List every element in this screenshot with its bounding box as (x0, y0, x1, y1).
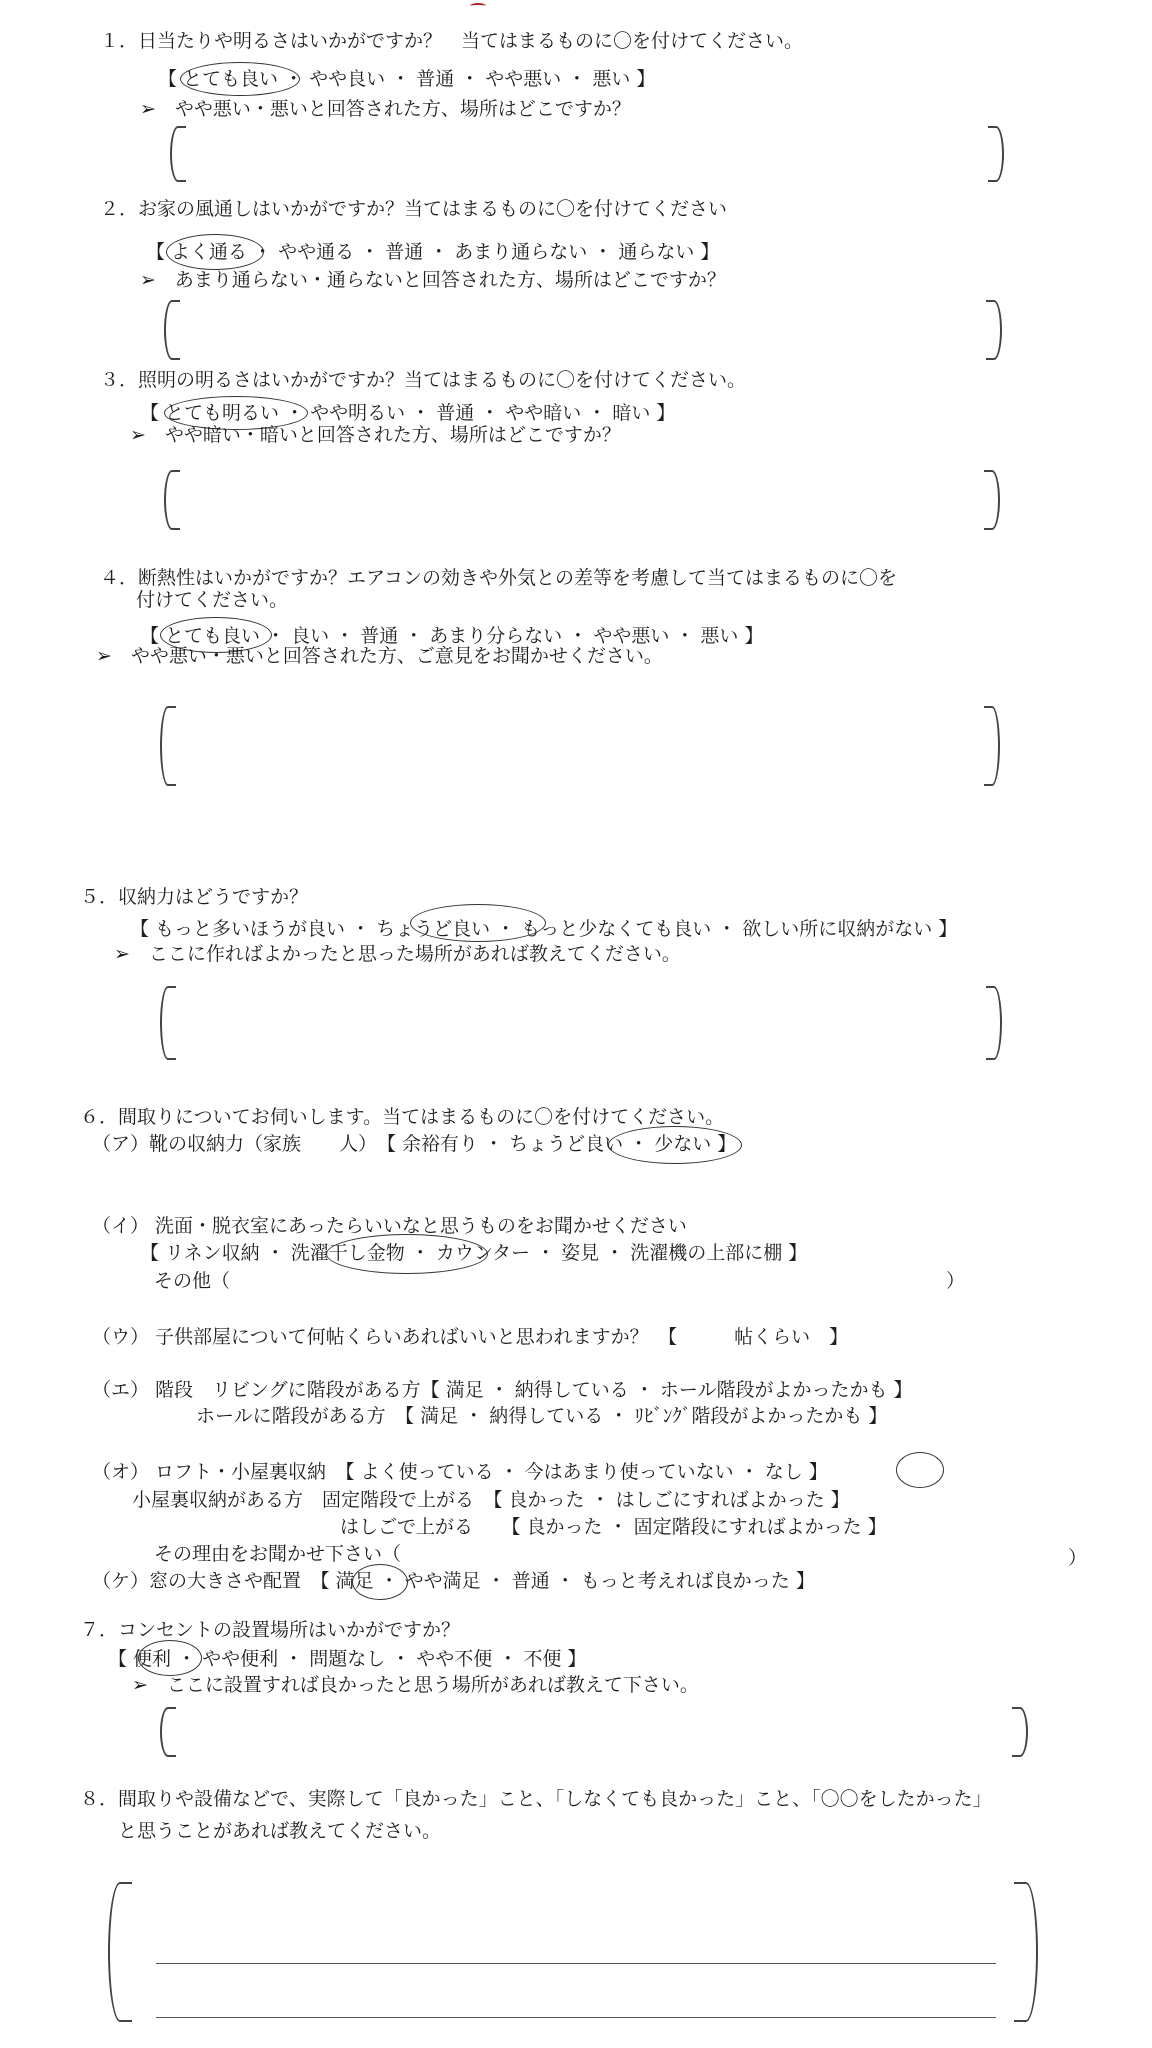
q1-options: 【 とても良い ・ やや良い ・ 普通 ・ やや悪い ・ 悪い 】 (158, 68, 656, 90)
q6-ke-selected-circle (352, 1564, 408, 1600)
q1-answer-bracket-right (988, 126, 1004, 182)
q1-selected-circle (180, 62, 300, 96)
q5-title: ５．収納力はどうですか？ (80, 886, 309, 908)
q6-i-other-close: ） (946, 1270, 966, 1292)
q2-answer-bracket-left (164, 300, 180, 360)
q2-options: 【 よく通る ・ やや通る ・ 普通 ・ あまり通らない ・ 通らない 】 (146, 241, 720, 263)
q6-o-loft-line1: （オ） ロフト・小屋裏収納 【 よく使っている ・ 今はあまり使っていない ・ なし 】 (92, 1461, 828, 1483)
q6-i-title: （イ） 洗面・脱衣室にあったらいいなと思うものをお聞かせください (92, 1215, 687, 1237)
q2-follow: ➢ あまり通らない・通らないと回答された方、場所はどこですか？ (140, 269, 726, 291)
q8-title-line1: ８．間取りや設備などで、実際して「良かった」こと、「しなくても良かった」こと、「〇〇をしたかった」 (80, 1788, 992, 1810)
q3-answer-bracket-right (984, 470, 1000, 530)
q6-o-selected-circle (896, 1452, 944, 1488)
q6-i-options: 【 リネン収納 ・ 洗濯干し金物 ・ カウンター ・ 姿見 ・ 洗濯機の上部に棚 】 (140, 1242, 808, 1264)
q6-o-loft-line3: はしごで上がる 【 良かった ・ 固定階段にすればよかった 】 (340, 1516, 887, 1538)
q5-options: 【 もっと多いほうが良い ・ ちょうど良い ・ もっと少なくても良い ・ 欲しい所に収納がない 】 (130, 918, 958, 940)
q6-e-stairs-line2: ホールに階段がある方 【 満足 ・ 納得している ・ ﾘﾋﾞﾝｸﾞ階段がよかったかも 】 (196, 1405, 888, 1427)
q8-answer-bracket-right (1014, 1882, 1038, 2022)
q3-title: ３．照明の明るさはいかがですか？当てはまるものに〇を付けてください。 (100, 369, 747, 391)
red-pen-mark (470, 3, 486, 9)
q6-title: ６．間取りについてお伺いします。当てはまるものに〇を付けてください。 (80, 1106, 725, 1128)
q7-options: 【 便利 ・ やや便利 ・ 問題なし ・ やや不便 ・ 不便 】 (108, 1648, 587, 1670)
q3-follow: ➢ やや暗い・暗いと回答された方、場所はどこですか？ (130, 424, 621, 446)
q5-selected-circle (410, 904, 546, 942)
q3-options: 【 とても明るい ・ やや明るい ・ 普通 ・ やや暗い ・ 暗い 】 (140, 402, 676, 424)
q5-answer-bracket-right (986, 986, 1002, 1060)
q2-answer-bracket-right (986, 300, 1002, 360)
q8-answer-bracket-left (108, 1882, 132, 2022)
q6-o-loft-line2: 小屋裏収納がある方 固定階段で上がる 【 良かった ・ はしごにすればよかった 】 (132, 1489, 850, 1511)
q6-o-reason: その理由をお聞かせ下さい（ (154, 1543, 402, 1565)
q6-a-shoe-storage: （ア）靴の収納力（家族 人） 【 余裕有り ・ ちょうど良い ・ 少ない 】 (92, 1133, 737, 1155)
q2-title: ２．お家の風通しはいかがですか？当てはまるものに〇を付けてください (100, 198, 728, 220)
q2-selected-circle (166, 234, 264, 270)
q4-title-line2: 付けてください。 (136, 589, 289, 611)
q6-i-selected-circle (326, 1234, 488, 1274)
q4-title-line1: ４．断熱性はいかがですか？エアコンの効きや外気との差等を考慮して当てはまるものに〇を (100, 567, 898, 589)
q8-answer-line (156, 1963, 996, 1964)
q7-title: ７．コンセントの設置場所はいかがですか？ (80, 1619, 461, 1641)
q7-selected-circle (138, 1640, 202, 1676)
q4-answer-bracket-left (160, 706, 176, 786)
q4-follow: ➢ やや悪い・悪いと回答された方、ご意見をお聞かせください。 (96, 645, 663, 667)
q8-title-line2: と思うことがあれば教えてください。 (118, 1820, 442, 1842)
q1-answer-bracket-left (170, 126, 186, 182)
q5-follow: ➢ ここに作ればよかったと思った場所があれば教えてください。 (114, 943, 681, 965)
q8-answer-line (156, 2017, 996, 2018)
q6-u-kids-room: （ウ） 子供部屋について何帖くらいあればいいと思われますか？ 【 帖くらい 】 (92, 1326, 849, 1348)
q4-options: 【 とても良い ・ 良い ・ 普通 ・ あまり分らない ・ やや悪い ・ 悪い 】 (140, 625, 764, 647)
q1-title: １．日当たりや明るさはいかがですか？ 当てはまるものに〇を付けてください。 (100, 30, 804, 52)
q1-follow: ➢ やや悪い・悪いと回答された方、場所はどこですか？ (140, 98, 631, 120)
q6-i-other: その他（ (154, 1270, 231, 1292)
q3-answer-bracket-left (164, 470, 180, 530)
q7-answer-bracket-left (160, 1707, 176, 1757)
q6-ke-window: （ケ）窓の大きさや配置 【 満足 ・ やや満足 ・ 普通 ・ もっと考えれば良かった 】 (92, 1570, 815, 1592)
q7-answer-bracket-right (1012, 1707, 1028, 1757)
q7-follow: ➢ ここに設置すれば良かったと思う場所があれば教えて下さい。 (132, 1674, 699, 1696)
q6-e-stairs-line1: （エ） 階段 リビングに階段がある方【 満足 ・ 納得している ・ ホール階段がよかったかも 】 (92, 1379, 913, 1401)
q5-answer-bracket-left (160, 986, 176, 1060)
q6-a-selected-circle (608, 1126, 742, 1164)
q4-answer-bracket-right (984, 706, 1000, 786)
q6-o-reason-close: ） (1068, 1547, 1088, 1569)
